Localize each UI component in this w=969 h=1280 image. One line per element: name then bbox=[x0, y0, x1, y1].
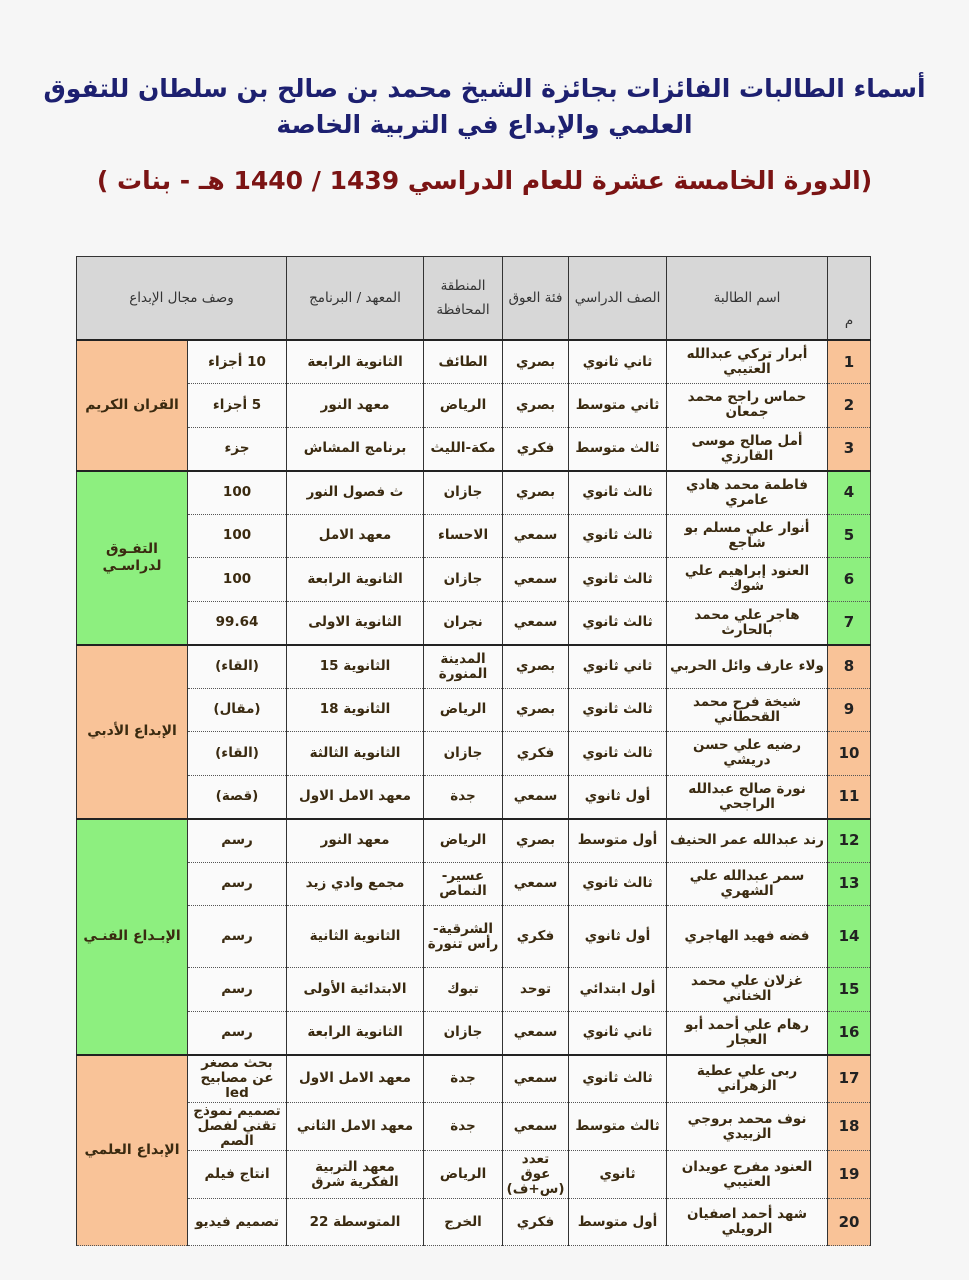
creativity-description-cell: انتاج فيلم bbox=[188, 1151, 287, 1199]
table-row bbox=[77, 968, 871, 1012]
page-subtitle: (الدورة الخامسة عشرة للعام الدراسي 1439 / 1440 هـ - بنات ) bbox=[96, 166, 873, 195]
region-cell: جازان bbox=[424, 1011, 503, 1055]
grade-cell: أول ثانوي bbox=[569, 775, 667, 819]
region-cell: جدة bbox=[424, 775, 503, 819]
institute-cell: معهد الامل الثاني bbox=[287, 1103, 424, 1151]
disability-category-cell: بصري bbox=[503, 819, 569, 863]
grade-cell: ثاني ثانوي bbox=[569, 1011, 667, 1055]
institute-cell: الثانوية الثالثة bbox=[287, 732, 424, 776]
institute-cell: الثانوية الرابعة bbox=[287, 1011, 424, 1055]
creativity-description-cell: رسم bbox=[188, 906, 287, 968]
row-number: 7 bbox=[828, 601, 871, 645]
region-cell: نجران bbox=[424, 601, 503, 645]
student-name: ربى علي عطية الزهراني bbox=[667, 1055, 828, 1103]
creativity-description-cell: (القاء) bbox=[188, 645, 287, 689]
grade-cell: ثالث ثانوي bbox=[569, 601, 667, 645]
winners-table bbox=[76, 256, 871, 1246]
student-name: أنوار علي مسلم بو شاجع bbox=[667, 514, 828, 558]
region-cell: الشرقية- رأس تنورة bbox=[424, 906, 503, 968]
region-cell: الاحساء bbox=[424, 514, 503, 558]
row-number: 20 bbox=[828, 1199, 871, 1246]
table-body bbox=[77, 340, 871, 1246]
creativity-description-cell: رسم bbox=[188, 819, 287, 863]
creativity-description-cell: تصميم نموذج تقني لفصل الصم bbox=[188, 1103, 287, 1151]
disability-category-cell: بصري bbox=[503, 688, 569, 732]
table-header-row bbox=[77, 257, 871, 341]
disability-category-cell: سمعي bbox=[503, 775, 569, 819]
row-number: 10 bbox=[828, 732, 871, 776]
table-row bbox=[77, 558, 871, 602]
table-row bbox=[77, 514, 871, 558]
disability-category-cell: بصري bbox=[503, 471, 569, 515]
grade-cell: أول متوسط bbox=[569, 819, 667, 863]
page-title-line-1: أسماء الطالبات الفائزات بجائزة الشيخ محمد بن صالح بن سلطان للتفوق bbox=[43, 74, 926, 103]
student-name: فضه فهيد الهاجري bbox=[667, 906, 828, 968]
student-name: أمل صالح موسى القارزي bbox=[667, 427, 828, 471]
region-cell: جازان bbox=[424, 732, 503, 776]
student-name: حماس راجح محمد جمعان bbox=[667, 384, 828, 428]
creativity-field-group: الإبداع الأدبي bbox=[77, 645, 188, 819]
creativity-field-group: الإبداع العلمي bbox=[77, 1055, 188, 1246]
row-number: 5 bbox=[828, 514, 871, 558]
row-number: 16 bbox=[828, 1011, 871, 1055]
grade-cell: ثالث ثانوي bbox=[569, 862, 667, 906]
disability-category-cell: سمعي bbox=[503, 601, 569, 645]
disability-category-cell: سمعي bbox=[503, 558, 569, 602]
disability-category-cell: بصري bbox=[503, 384, 569, 428]
institute-cell: الثانوية 15 bbox=[287, 645, 424, 689]
institute-cell: الثانوية 18 bbox=[287, 688, 424, 732]
disability-category-cell: سمعي bbox=[503, 862, 569, 906]
row-number: 15 bbox=[828, 968, 871, 1012]
grade-cell: ثاني ثانوي bbox=[569, 645, 667, 689]
table-row bbox=[77, 1103, 871, 1151]
disability-category-cell: فكري bbox=[503, 732, 569, 776]
creativity-description-cell: (القاء) bbox=[188, 732, 287, 776]
disability-category-cell: سمعي bbox=[503, 1103, 569, 1151]
row-number: 18 bbox=[828, 1103, 871, 1151]
creativity-description-cell: 99.64 bbox=[188, 601, 287, 645]
institute-cell: الابتدائية الأولى bbox=[287, 968, 424, 1012]
grade-cell: ثالث ثانوي bbox=[569, 1055, 667, 1103]
row-number: 8 bbox=[828, 645, 871, 689]
region-cell: مكة-الليث bbox=[424, 427, 503, 471]
student-name: رند عبدالله عمر الحنيف bbox=[667, 819, 828, 863]
student-name: أبرار تركي عبدالله العتيبي bbox=[667, 340, 828, 384]
grade-cell: أول متوسط bbox=[569, 1199, 667, 1246]
creativity-description-cell: 100 bbox=[188, 514, 287, 558]
row-number: 4 bbox=[828, 471, 871, 515]
row-number: 6 bbox=[828, 558, 871, 602]
column-header-name: اسم الطالبة bbox=[667, 257, 828, 341]
region-cell: عسير- النماص bbox=[424, 862, 503, 906]
row-number: 12 bbox=[828, 819, 871, 863]
disability-category-cell: سمعي bbox=[503, 1055, 569, 1103]
row-number: 19 bbox=[828, 1151, 871, 1199]
region-cell: الخرج bbox=[424, 1199, 503, 1246]
creativity-description-cell: 10 أجزاء bbox=[188, 340, 287, 384]
student-name: هاجر علي محمد بالحارث bbox=[667, 601, 828, 645]
region-cell: جازان bbox=[424, 558, 503, 602]
table-row bbox=[77, 1011, 871, 1055]
table-row bbox=[77, 340, 871, 384]
student-name: ولاء عارف وائل الحربي bbox=[667, 645, 828, 689]
creativity-description-cell: رسم bbox=[188, 1011, 287, 1055]
table-row bbox=[77, 862, 871, 906]
creativity-description-cell: 5 أجزاء bbox=[188, 384, 287, 428]
grade-cell: ثالث متوسط bbox=[569, 1103, 667, 1151]
creativity-description-cell: بحث مصغر عن مصابيح led bbox=[188, 1055, 287, 1103]
creativity-description-cell: 100 bbox=[188, 558, 287, 602]
grade-cell: ثاني ثانوي bbox=[569, 340, 667, 384]
institute-cell: معهد الامل الاول bbox=[287, 1055, 424, 1103]
row-number: 11 bbox=[828, 775, 871, 819]
region-cell: الرياض bbox=[424, 384, 503, 428]
table-row bbox=[77, 1151, 871, 1199]
grade-cell: أول ابتدائي bbox=[569, 968, 667, 1012]
institute-cell: الثانوية الاولى bbox=[287, 601, 424, 645]
creativity-description-cell: (قصة) bbox=[188, 775, 287, 819]
disability-category-cell: فكري bbox=[503, 427, 569, 471]
institute-cell: معهد النور bbox=[287, 819, 424, 863]
region-cell: جدة bbox=[424, 1103, 503, 1151]
region-cell: الرياض bbox=[424, 688, 503, 732]
table-row bbox=[77, 384, 871, 428]
table-row bbox=[77, 775, 871, 819]
disability-category-cell: بصري bbox=[503, 645, 569, 689]
table-row bbox=[77, 819, 871, 863]
student-name: رهام علي أحمد أبو العجار bbox=[667, 1011, 828, 1055]
table-row bbox=[77, 906, 871, 968]
row-number: 9 bbox=[828, 688, 871, 732]
page-title-line-2: العلمي والإبداع في التربية الخاصة bbox=[276, 110, 693, 139]
creativity-field-group: التفـوق لدراسـي bbox=[77, 471, 188, 645]
creativity-field-group: القران الكريم bbox=[77, 340, 188, 471]
table-row bbox=[77, 427, 871, 471]
grade-cell: ثانوي bbox=[569, 1151, 667, 1199]
grade-cell: ثالث متوسط bbox=[569, 427, 667, 471]
region-cell: الرياض bbox=[424, 1151, 503, 1199]
disability-category-cell: فكري bbox=[503, 1199, 569, 1246]
institute-cell: مجمع وادي زيد bbox=[287, 862, 424, 906]
column-header-creativity-field: وصف مجال الإبداع bbox=[77, 257, 287, 341]
disability-category-cell: توحد bbox=[503, 968, 569, 1012]
grade-cell: ثاني متوسط bbox=[569, 384, 667, 428]
institute-cell: معهد الامل bbox=[287, 514, 424, 558]
institute-cell: الثانوية الثانية bbox=[287, 906, 424, 968]
grade-cell: ثالث ثانوي bbox=[569, 688, 667, 732]
column-header-institute: المعهد / البرنامج bbox=[287, 257, 424, 341]
institute-cell: برنامج المشاش bbox=[287, 427, 424, 471]
student-name: فاطمة محمد هادي عامري bbox=[667, 471, 828, 515]
creativity-field-group: الإبـداع الفنـي bbox=[77, 819, 188, 1055]
grade-cell: ثالث ثانوي bbox=[569, 514, 667, 558]
disability-category-cell: سمعي bbox=[503, 514, 569, 558]
region-cell: المدينة المنورة bbox=[424, 645, 503, 689]
grade-cell: ثالث ثانوي bbox=[569, 732, 667, 776]
table-row bbox=[77, 688, 871, 732]
row-number: 1 bbox=[828, 340, 871, 384]
institute-cell: معهد النور bbox=[287, 384, 424, 428]
student-name: سمر عبدالله علي الشهري bbox=[667, 862, 828, 906]
grade-cell: أول ثانوي bbox=[569, 906, 667, 968]
column-header-category: فئة العوق bbox=[503, 257, 569, 341]
student-name: رضيه علي حسن دريشي bbox=[667, 732, 828, 776]
row-number: 2 bbox=[828, 384, 871, 428]
institute-cell: الثانوية الرابعة bbox=[287, 558, 424, 602]
student-name: العنود مفرح عويدان العتيبي bbox=[667, 1151, 828, 1199]
creativity-description-cell: رسم bbox=[188, 968, 287, 1012]
table-row bbox=[77, 1055, 871, 1103]
institute-cell: معهد الامل الاول bbox=[287, 775, 424, 819]
student-name: شيخة فرح محمد القحطاني bbox=[667, 688, 828, 732]
creativity-description-cell: تصميم فيديو bbox=[188, 1199, 287, 1246]
table-row bbox=[77, 1199, 871, 1246]
region-cell: الطائف bbox=[424, 340, 503, 384]
institute-cell: المتوسطة 22 bbox=[287, 1199, 424, 1246]
student-name: غزلان علي محمد الخناني bbox=[667, 968, 828, 1012]
table-row bbox=[77, 601, 871, 645]
student-name: نوف محمد بروجي الزبيدي bbox=[667, 1103, 828, 1151]
row-number: 3 bbox=[828, 427, 871, 471]
table-row bbox=[77, 645, 871, 689]
grade-cell: ثالث ثانوي bbox=[569, 471, 667, 515]
disability-category-cell: بصري bbox=[503, 340, 569, 384]
row-number: 14 bbox=[828, 906, 871, 968]
disability-category-cell: تعدد عوق (س+ف) bbox=[503, 1151, 569, 1199]
table-row bbox=[77, 471, 871, 515]
row-number: 17 bbox=[828, 1055, 871, 1103]
creativity-description-cell: رسم bbox=[188, 862, 287, 906]
row-number: 13 bbox=[828, 862, 871, 906]
disability-category-cell: فكري bbox=[503, 906, 569, 968]
region-cell: جازان bbox=[424, 471, 503, 515]
institute-cell: الثانوية الرابعة bbox=[287, 340, 424, 384]
creativity-description-cell: جزء bbox=[188, 427, 287, 471]
student-name: العنود إبراهيم علي شوك bbox=[667, 558, 828, 602]
creativity-description-cell: (مقال) bbox=[188, 688, 287, 732]
student-name: شهد أحمد اصفيان الرويلي bbox=[667, 1199, 828, 1246]
table-row bbox=[77, 732, 871, 776]
column-header-grade: الصف الدراسي bbox=[569, 257, 667, 341]
institute-cell: ث فصول النور bbox=[287, 471, 424, 515]
region-cell: الرياض bbox=[424, 819, 503, 863]
student-name: نورة صالح عبدالله الراجحي bbox=[667, 775, 828, 819]
grade-cell: ثالث ثانوي bbox=[569, 558, 667, 602]
region-cell: جدة bbox=[424, 1055, 503, 1103]
institute-cell: معهد التربية الفكرية شرق bbox=[287, 1151, 424, 1199]
disability-category-cell: سمعي bbox=[503, 1011, 569, 1055]
creativity-description-cell: 100 bbox=[188, 471, 287, 515]
column-header-region: المنطقة المحافظة bbox=[424, 257, 503, 341]
column-header-number: م bbox=[828, 257, 871, 341]
region-cell: تبوك bbox=[424, 968, 503, 1012]
